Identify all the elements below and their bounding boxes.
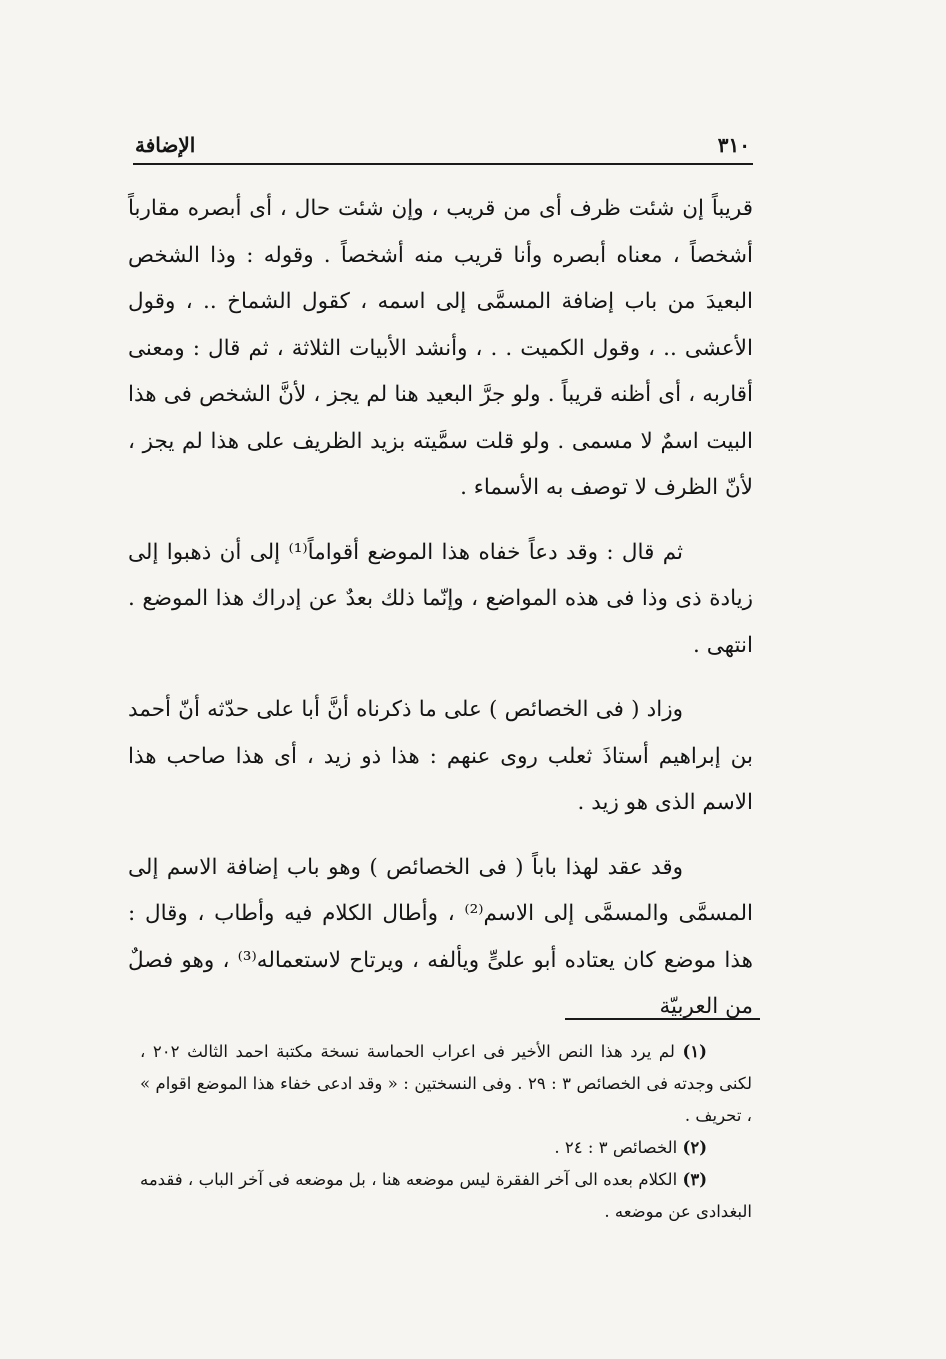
paragraph-1: قريباً إن شئت ظرف أى من قريب ، وإن شئت حال ، أى أبصره مقارباً أشخصاً ، معناه أبصره وأنا قريب منه أشخصاً . وقوله : وذا الشخص البعيدَ من باب إضافة المسمَّى إلى اسمه ، كقول الشماخ .. ، وقول الأعشى .. ، وقول الكميت . . ، وأنشد الأبيات الثلاثة ، ثم قال : ومعنى أقاربه ، أى أظنه قريباً . ولو جرَّ البعيد هنا لم يجز ، لأنَّ الشخص فى هذا البيت اسمٌ لا مسمى . ولو قلت سمَّيته بزيد الظريف على هذا لم يجز ، لأنّ الظرف لا توصف به الأسماء . xyxy=(128,196,753,500)
chapter-title: الإضافة xyxy=(135,133,196,157)
footnote-3-text: الكلام بعده الى آخر الفقرة ليس موضعه هنا ، بل موضعه فى آخر الباب ، فقدمه البغدادى عن موضعه . xyxy=(140,1170,752,1221)
footnote-3 xyxy=(140,1164,752,1228)
footnotes xyxy=(140,1036,752,1228)
footnote-rule xyxy=(565,1018,760,1020)
paragraph-3: وزاد ( فى الخصائص ) على ما ذكرناه أنَّ أبا على حدّثه أنّ أحمد بن إبراهيم أستاذَ ثعلب روى عنهم : هذا ذو زيد ، أى هذا صاحب هذا الاسم الذى هو زيد . xyxy=(128,697,753,815)
footnote-2-number: (٢) xyxy=(682,1138,707,1157)
footnote-2-text: الخصائص ٣ : ٢٤ . xyxy=(554,1138,678,1157)
footnote-1 xyxy=(140,1036,752,1132)
page-number: ٣١٠ xyxy=(717,133,750,157)
footnote-2 xyxy=(140,1132,752,1164)
paragraph-4: وقد عقد لهذا باباً ( فى الخصائص ) وهو باب إضافة الاسم إلى المسمَّى والمسمَّى إلى الاسم⁽²⁾ ، وأطال الكلام فيه وأطاب ، وقال : هذا موضع كان يعتاده أبو علىٍّ ويألفه ، ويرتاح لاستعماله⁽³⁾ ، وهو فصلٌ من العربيّة xyxy=(128,854,754,1019)
footnote-1-number: (١) xyxy=(682,1042,707,1061)
paragraph-2: ثم قال : وقد دعاً خفاه هذا الموضع أقواماً⁽¹⁾ إلى أن ذهبوا إلى زيادة ذى وذا فى هذه المواضع ، وإنّما ذلك بعدٌ عن إدراك هذا الموضع . انتهى . xyxy=(128,539,753,658)
header-rule xyxy=(133,163,753,165)
running-head xyxy=(135,128,750,162)
footnote-3-number: (٣) xyxy=(682,1170,707,1189)
main-text xyxy=(128,186,753,1049)
footnote-1-text: لم يرد هذا النص الأخير فى اعراب الحماسة نسخة مكتبة احمد الثالث ٢٠٢ ، لكنى وجدته فى الخصائص ٣ : ٢٩ . وفى النسختين : « وقد ادعى خفاء هذا الموضع اقوام » ، تحريف . xyxy=(140,1042,752,1125)
